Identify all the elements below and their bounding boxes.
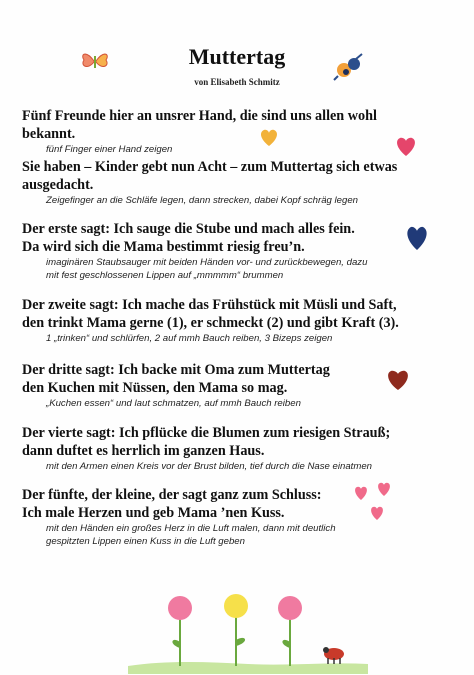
gesture-note: mit den Händen ein großes Herz in die Luft malen, dann mit deutlich: [46, 523, 336, 534]
verse-line: Der erste sagt: Ich sauge die Stube und mach alles fein.: [22, 221, 355, 237]
verse-7: [22, 486, 462, 548]
verse-line: Fünf Freunde hier an unsrer Hand, die sind uns allen wohl: [22, 108, 377, 124]
verse-line: Der zweite sagt: Ich mache das Frühstück mit Müsli und Saft,: [22, 297, 397, 313]
verse-line: Der fünfte, der kleine, der sagt ganz zum Schluss:: [22, 487, 322, 503]
verse-6: [22, 424, 462, 473]
gesture-note: gespitzten Lippen einen Kuss in die Luft geben: [46, 536, 245, 547]
verse-line: bekannt.: [22, 126, 76, 142]
gesture-note: „Kuchen essen“ und laut schmatzen, auf mmh Bauch reiben: [46, 398, 301, 409]
gesture-note: fünf Finger einer Hand zeigen: [46, 144, 173, 155]
gesture-note: 1 „trinken“ und schlürfen, 2 auf mmh Bauch reiben, 3 Bizeps zeigen: [46, 333, 333, 344]
verse-2: [22, 158, 462, 207]
verse-line: den Kuchen mit Nüssen, den Mama so mag.: [22, 380, 288, 396]
verse-line: dann duftet es herrlich im ganzen Haus.: [22, 443, 265, 459]
verse-line: Der dritte sagt: Ich backe mit Oma zum Muttertag: [22, 362, 330, 378]
verse-1: [22, 107, 462, 156]
verse-3: [22, 220, 462, 282]
flowers-drawing: [128, 592, 368, 674]
verse-line: Ich male Herzen und geb Mama ’nen Kuss.: [22, 505, 285, 521]
verse-4: [22, 296, 462, 345]
page-title: Muttertag: [188, 44, 286, 69]
verse-line: Der vierte sagt: Ich pflücke die Blumen zum riesigen Strauß;: [22, 425, 391, 441]
verse-line: den trinkt Mama gerne (1), er schmeckt (2) und gibt Kraft (3).: [22, 315, 399, 331]
gesture-note: mit den Armen einen Kreis vor der Brust bilden, tief durch die Nase einatmen: [46, 461, 372, 472]
verse-line: ausgedacht.: [22, 177, 94, 193]
verse-5: [22, 361, 462, 410]
gesture-note: Zeigefinger an die Schläfe legen, dann strecken, dabei Kopf schräg legen: [46, 195, 359, 206]
verse-line: Da wird sich die Mama bestimmt riesig freu’n.: [22, 239, 305, 255]
author-line: von Elisabeth Schmitz: [194, 77, 280, 87]
gesture-note: imaginären Staubsauger mit beiden Händen vor- und zurückbewegen, dazu: [46, 257, 368, 268]
verse-line: Sie haben – Kinder gebt nun Acht – zum Muttertag sich etwas: [22, 159, 398, 175]
gesture-note: mit fest geschlossenen Lippen auf „mmmmm“ brummen: [46, 270, 284, 281]
